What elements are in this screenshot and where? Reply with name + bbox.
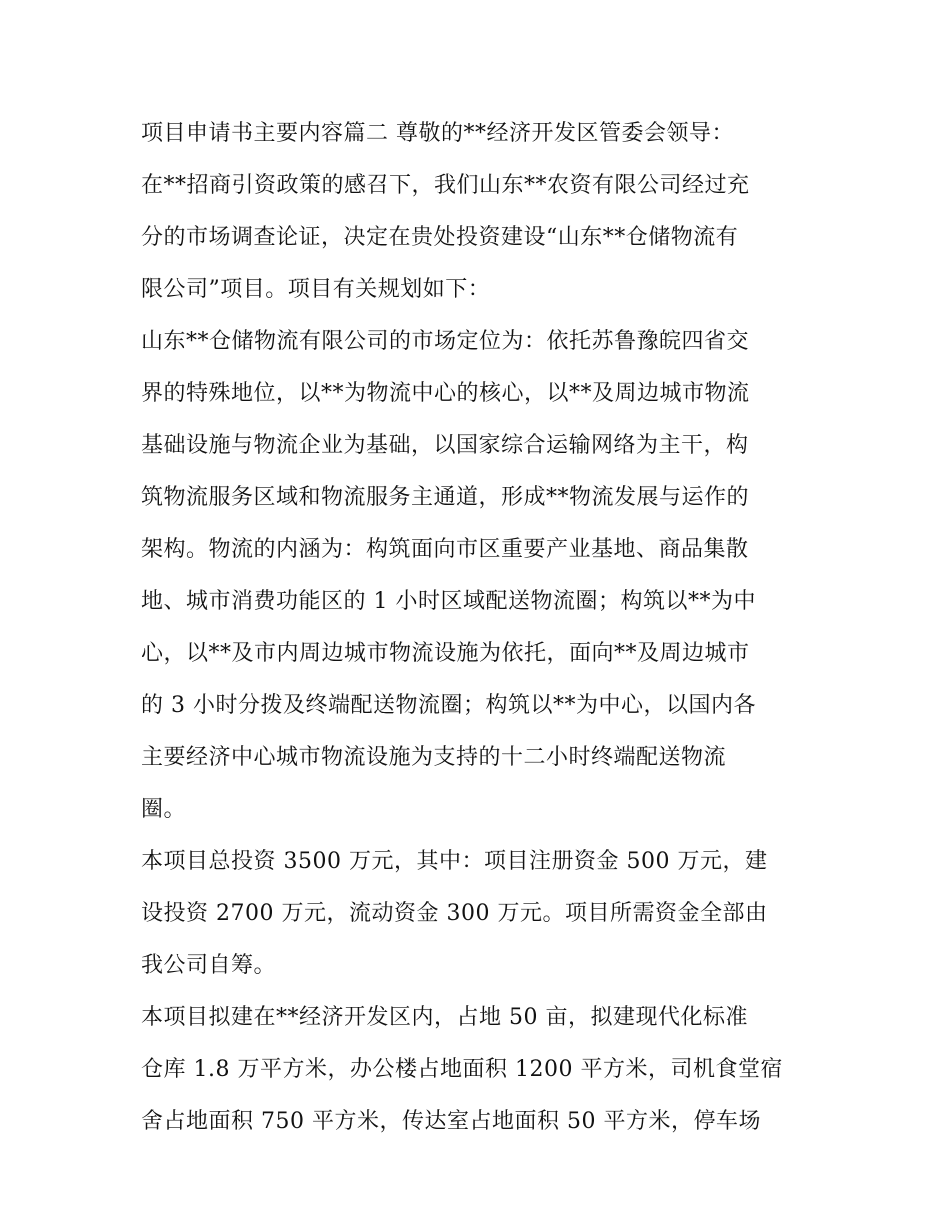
text-line: 界的特殊地位，以**为物流中心的核心，以**及周边城市物流 <box>141 381 750 406</box>
text-line: 的 3 小时分拨及终端配送物流圈；构筑以**为中心，以国内各 <box>141 693 756 718</box>
text-line: 筑物流服务区域和物流服务主通道，形成**物流发展与运作的 <box>141 485 750 510</box>
text-line: 本项目拟建在**经济开发区内，占地 50 亩，拟建现代化标准 <box>141 1005 748 1030</box>
text-line: 限公司”项目。项目有关规划如下： <box>141 277 491 302</box>
text-line: 架构。物流的内涵为：构筑面向市区重要产业基地、商品集散 <box>141 537 749 562</box>
text-line: 山东**仓储物流有限公司的市场定位为：依托苏鲁豫皖四省交 <box>141 329 750 354</box>
text-line: 项目申请书主要内容篇二 尊敬的**经济开发区管委会领导： <box>141 121 734 146</box>
text-line: 在**招商引资政策的感召下，我们山东**农资有限公司经过充 <box>141 173 750 198</box>
text-line: 本项目总投资 3500 万元，其中：项目注册资金 500 万元，建 <box>141 849 768 874</box>
text-line: 基础设施与物流企业为基础，以国家综合运输网络为主干，构 <box>141 433 749 458</box>
text-line: 主要经济中心城市物流设施为支持的十二小时终端配送物流 <box>141 745 727 770</box>
text-line: 仓库 1.8 万平方米，办公楼占地面积 1200 平方米，司机食堂宿 <box>141 1057 783 1082</box>
text-line: 圈。 <box>141 797 187 822</box>
text-line: 心，以**及市内周边城市物流设施为依托，面向**及周边城市 <box>141 641 750 666</box>
text-line: 地、城市消费功能区的 1 小时区域配送物流圈；构筑以**为中 <box>141 589 756 614</box>
text-line: 舍占地面积 750 平方米，传达室占地面积 50 平方米，停车场 <box>141 1109 761 1134</box>
text-line: 设投资 2700 万元，流动资金 300 万元。项目所需资金全部由 <box>141 901 768 926</box>
text-line: 分的市场调查论证，决定在贵处投资建设“山东**仓储物流有 <box>141 225 739 250</box>
document-body <box>141 108 821 1148</box>
text-line: 我公司自筹。 <box>141 953 277 978</box>
